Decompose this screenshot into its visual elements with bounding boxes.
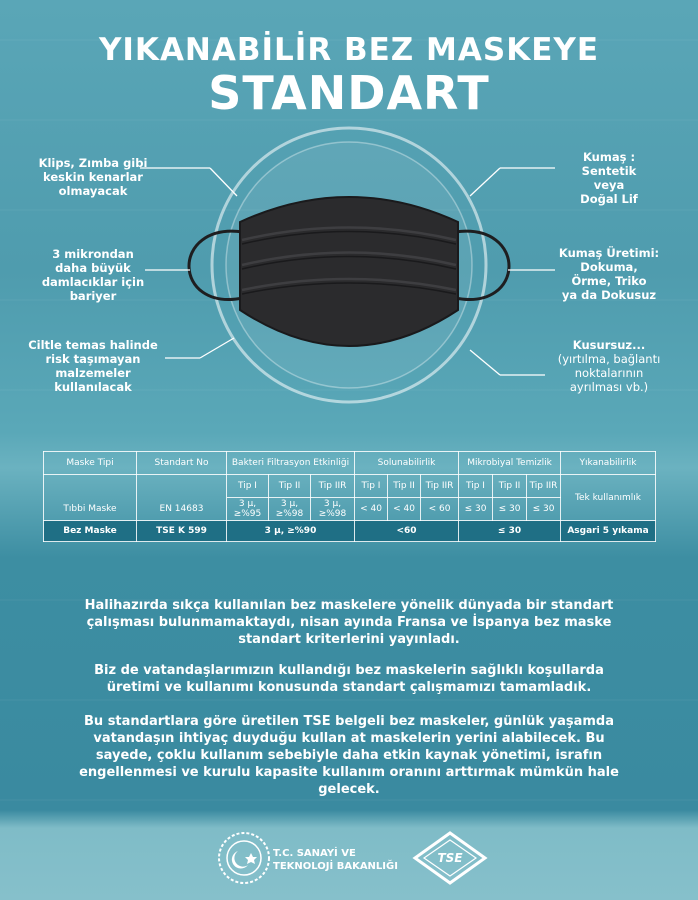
ministry-name-l1: T.C. SANAYİ VE	[273, 848, 356, 859]
label-fabric-l1: Kumaş :	[582, 150, 636, 164]
label-microns-l1: 3 mikrondan	[52, 247, 134, 261]
label-production-l1: Kumaş Üretimi:	[558, 246, 660, 260]
cell-row2-std: TSE K 599	[137, 521, 227, 542]
th-mik-tip3: Tip IIR	[527, 475, 561, 498]
th-sol-tip1: Tip I	[355, 475, 388, 498]
cell-row2-name: Bez Maske	[44, 521, 137, 542]
ministry-name-l2: TEKNOLOJİ BAKANLIĞI	[273, 861, 398, 872]
cell-row2-washability: Asgari 5 yıkama	[561, 521, 656, 542]
th-breathability: Solunabilirlik	[355, 452, 459, 475]
th-bfe: Bakteri Filtrasyon Etkinliği	[227, 452, 355, 475]
label-clips-l2: keskin kenarlar	[43, 170, 143, 184]
cell-row1-std: EN 14683	[137, 498, 227, 521]
label-skin-l3: malzemeler	[55, 366, 131, 380]
th-washability: Yıkanabilirlik	[561, 452, 656, 475]
label-microns-l2: daha büyük	[55, 261, 131, 275]
label-skin	[28, 338, 158, 394]
th-bfe-tip3: Tip IIR	[311, 475, 355, 498]
cell-row1-bfe2: 3 µ, ≥%98	[269, 498, 311, 521]
label-fabric	[544, 150, 674, 206]
label-microns-l4: bariyer	[69, 289, 117, 303]
paragraph-3: Bu standartlara göre üretilen TSE belgeli bez maskeler, günlük yaşamda vatandaşın ihtiyaç duyduğu kullan at maskelerin yerini alabilecek. Bu sayede, çoklu kullanım sebebiyle daha etkin kaynak yönetimi, israfın engellenmesi ve kurulu kapasite kullanım oranını arttırmak mümkün hale gelecek.	[79, 714, 619, 797]
paragraph-1: Halihazırda sıkça kullanılan bez maskelere yönelik dünyada bir standart çalışması bulunmamaktaydı, nisan ayında Fransa ve İspanya bez maske standart kriterlerini yayınladı.	[84, 598, 614, 647]
cell-row1-sol3: < 60	[421, 498, 459, 521]
th-mik-tip1: Tip I	[459, 475, 493, 498]
label-flawless-l1: (yırtılma, bağlantı	[557, 352, 661, 366]
cell-row1-bfe1: 3 µ, ≥%95	[227, 498, 269, 521]
label-clips-l3: olmayacak	[58, 184, 128, 198]
th-bfe-tip2: Tip II	[269, 475, 311, 498]
cell-row1-sol1: < 40	[355, 498, 388, 521]
cell-row2-mik: ≤ 30	[459, 521, 561, 542]
label-fabric-l2: Sentetik	[581, 164, 637, 178]
label-microns	[28, 247, 158, 303]
th-microbial: Mikrobiyal Temizlik	[459, 452, 561, 475]
label-skin-l1: Ciltle temas halinde	[28, 338, 158, 352]
paragraph-2: Biz de vatandaşlarımızın kullandığı bez maskelerin sağlıklı koşullarda üretimi ve kullanımı konusunda standart çalışmamızı tamamladık.	[94, 663, 604, 695]
table-subheader-row	[44, 475, 656, 498]
label-fabric-l4: Doğal Lif	[580, 192, 638, 206]
cell-row1-mik2: ≤ 30	[493, 498, 527, 521]
th-sol-tip2: Tip II	[388, 475, 421, 498]
cell-row1-bfe3: 3 µ, ≥%98	[311, 498, 355, 521]
th-mask-type: Maske Tipi	[44, 452, 137, 475]
tse-logo-text: TSE	[437, 851, 463, 865]
table-header-row	[44, 452, 656, 475]
mask-body	[240, 197, 458, 346]
th-mik-tip2: Tip II	[493, 475, 527, 498]
cell-row1-mik1: ≤ 30	[459, 498, 493, 521]
label-clips	[28, 156, 158, 198]
label-flawless-l2: noktalarının	[574, 366, 644, 380]
standards-table	[43, 451, 656, 542]
ministry-name	[273, 847, 398, 873]
table-row	[44, 521, 656, 542]
cell-row1-name: Tıbbi Maske	[44, 498, 137, 521]
cell-row2-sol: <60	[355, 521, 459, 542]
label-production	[544, 246, 674, 302]
th-sol-tip3: Tip IIR	[421, 475, 459, 498]
label-skin-l4: kullanılacak	[54, 380, 132, 394]
cell-row1-mik3: ≤ 30	[527, 498, 561, 521]
label-microns-l3: damlacıklar için	[41, 275, 145, 289]
label-production-l2: Dokuma,	[580, 260, 638, 274]
label-production-l3: Örme, Triko	[571, 274, 647, 288]
label-skin-l2: risk taşımayan	[45, 352, 141, 366]
cell-row1-washability: Tek kullanımlık	[561, 475, 656, 521]
ministry-logo	[219, 833, 269, 883]
label-clips-l1: Klips, Zımba gibi	[38, 156, 148, 170]
label-fabric-l3: veya	[593, 178, 625, 192]
title-line2: STANDART	[208, 66, 490, 120]
label-production-l4: ya da Dokusuz	[561, 288, 657, 302]
label-flawless	[544, 338, 674, 394]
th-standard-no: Standart No	[137, 452, 227, 475]
label-flawless-l3: ayrılması vb.)	[569, 380, 649, 394]
title-line1: YIKANABİLİR BEZ MASKEYE	[98, 32, 600, 68]
th-bfe-tip1: Tip I	[227, 475, 269, 498]
label-flawless-title: Kusursuz...	[572, 338, 646, 352]
cell-row1-sol2: < 40	[388, 498, 421, 521]
cell-row2-bfe: 3 µ, ≥%90	[227, 521, 355, 542]
